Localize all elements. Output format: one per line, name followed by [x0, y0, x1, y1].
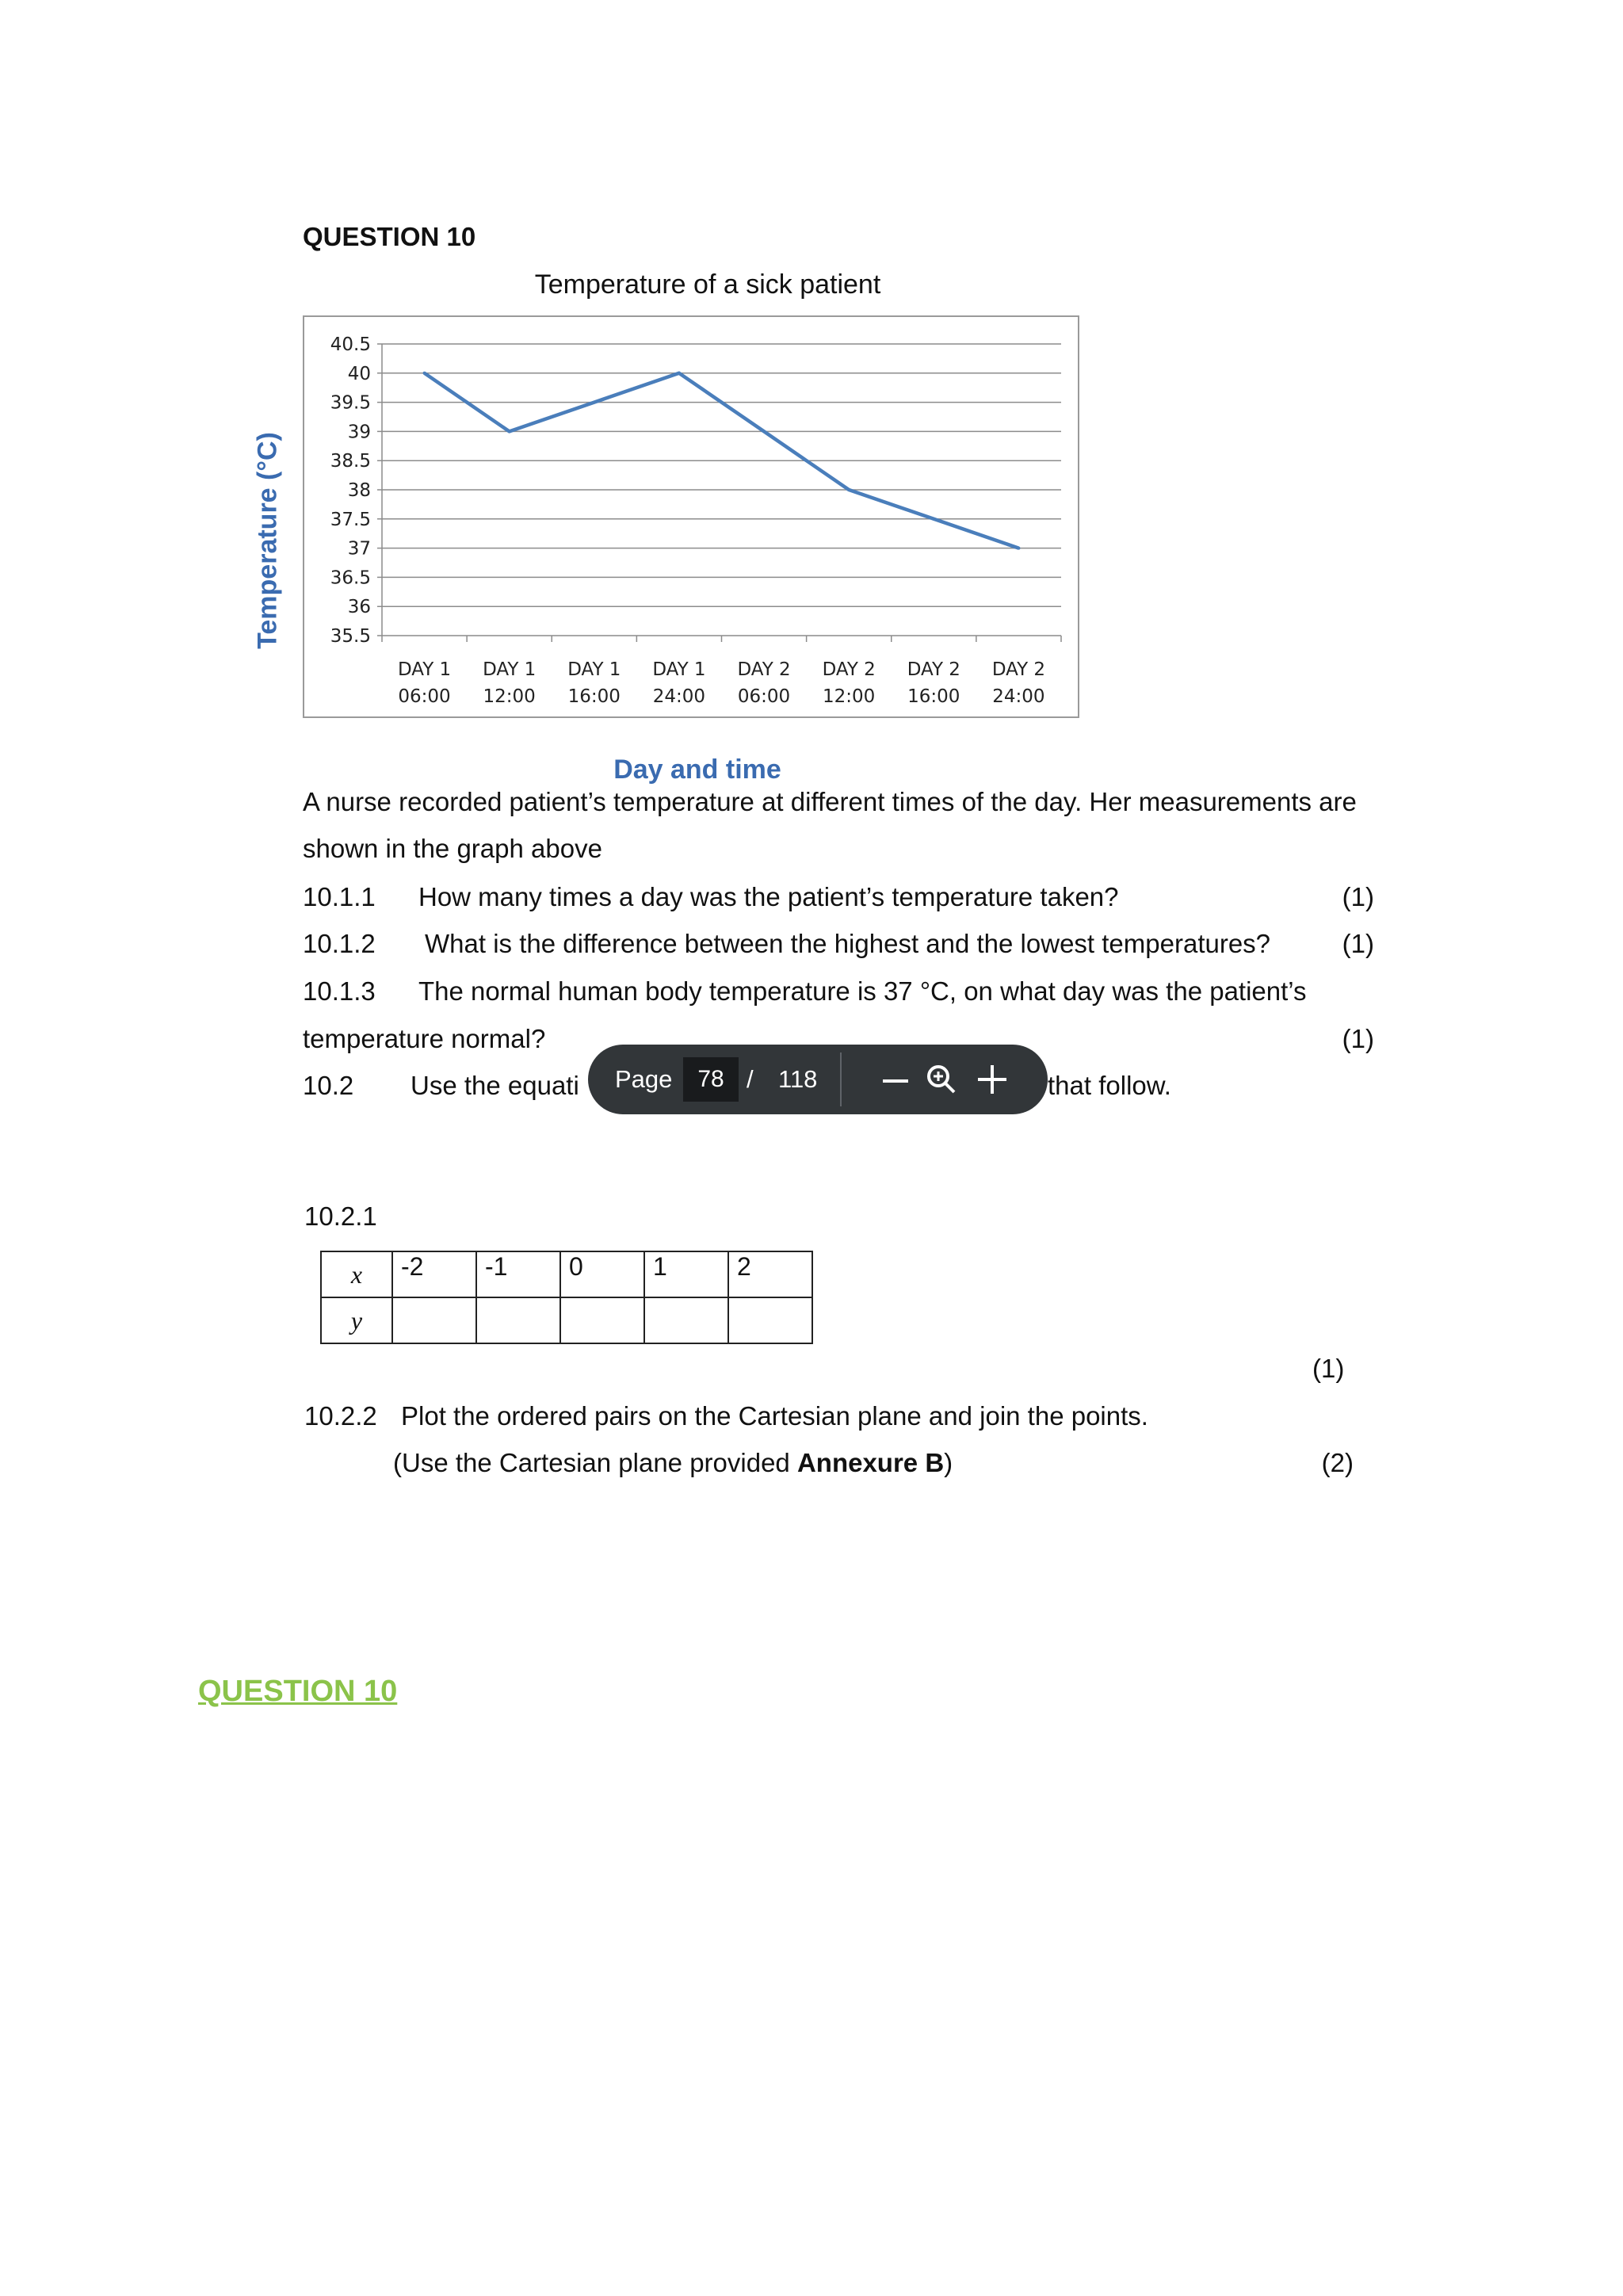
question-number: 10.2 [303, 1071, 354, 1100]
question-mark: (1) [1342, 929, 1374, 958]
question-10-1-1 [303, 873, 1374, 920]
data-point [678, 372, 681, 375]
y-tick-label: 36.5 [330, 567, 371, 589]
y-tick-label: 39 [347, 422, 371, 443]
note-text: (Use the Cartesian plane provided [393, 1448, 797, 1477]
data-point [762, 430, 766, 433]
table-cell: 0 [560, 1251, 644, 1297]
question-number: 10.1.1 [303, 882, 376, 911]
x-tick-label: DAY 2 [737, 659, 791, 680]
x-tick-label: 16:00 [567, 686, 621, 707]
question-10-2-1-mark: (1) [1312, 1354, 1345, 1383]
annexure-note [393, 1439, 953, 1486]
data-point [932, 518, 935, 521]
x-tick-label: DAY 1 [652, 659, 706, 680]
table-cell-empty [644, 1297, 728, 1343]
y-axis-label: Temperature (°C) [252, 432, 283, 649]
chart-frame [303, 315, 1079, 718]
data-point [593, 401, 596, 404]
y-tick-label: 36 [347, 597, 371, 618]
data-point [508, 430, 511, 433]
y-tick-label: 37 [347, 538, 371, 560]
minus-icon[interactable] [883, 1079, 908, 1083]
intro-paragraph: A nurse recorded patient’s temperature at different times of the day. Her measurements are shown in the graph above [303, 787, 1357, 863]
x-tick-label: 06:00 [737, 686, 791, 707]
table-row-y [321, 1297, 812, 1343]
table-cell-empty [476, 1297, 560, 1343]
question-text: temperature normal? [303, 1024, 546, 1053]
question-number: 10.1.2 [303, 929, 376, 958]
note-close: ) [944, 1448, 953, 1477]
x-tick-label: DAY 1 [483, 659, 537, 680]
x-tick-label: DAY 2 [907, 659, 960, 680]
toolbar-divider [840, 1052, 842, 1106]
question-number: 10.1.3 [303, 976, 376, 1006]
y-tick-label: 38.5 [330, 451, 371, 472]
y-tick-label: 39.5 [330, 392, 371, 414]
current-page-input[interactable]: 78 [683, 1057, 739, 1102]
x-tick-label: 06:00 [398, 686, 451, 707]
footer-question-heading: QUESTION 10 [198, 1675, 398, 1708]
question-text: What is the difference between the highest and the lowest temperatures? [425, 929, 1271, 958]
x-tick-label: 24:00 [652, 686, 706, 707]
chart-title: Temperature of a sick patient [534, 269, 881, 300]
x-tick-label: 12:00 [483, 686, 536, 707]
x-tick-label: DAY 2 [822, 659, 876, 680]
question-heading: QUESTION 10 [303, 222, 476, 251]
data-point [847, 488, 850, 491]
table-cell: 2 [728, 1251, 812, 1297]
y-tick-label: 35.5 [330, 626, 371, 647]
zoom-fit-icon[interactable] [924, 1062, 959, 1097]
x-tick-label: 24:00 [992, 686, 1045, 707]
xy-table [320, 1251, 813, 1344]
x-variable-label: x [321, 1251, 392, 1297]
question-mark: (2) [1321, 1448, 1354, 1477]
page-separator: / [747, 1065, 754, 1093]
question-10-1-3 [303, 968, 1374, 1014]
question-10-2-2 [303, 1392, 1354, 1439]
pdf-page-toolbar [588, 1045, 1048, 1114]
x-tick-label: 12:00 [823, 686, 876, 707]
question-10-1-2 [303, 920, 1374, 967]
question-text: The normal human body temperature is 37 °C, on what day was the patient’s [418, 976, 1307, 1006]
question-text: Plot the ordered pairs on the Cartesian plane and join the points. [401, 1401, 1148, 1431]
x-tick-label: DAY 1 [567, 659, 621, 680]
table-cell: -1 [476, 1251, 560, 1297]
y-tick-label: 37.5 [330, 509, 371, 530]
table-cell: 1 [644, 1251, 728, 1297]
question-10-2-1-number: 10.2.1 [304, 1201, 377, 1231]
y-tick-label: 40.5 [330, 334, 371, 355]
table-cell-empty [728, 1297, 812, 1343]
y-tick-label: 38 [347, 480, 371, 501]
temperature-line-chart [304, 317, 1081, 720]
question-10-2-2-note [303, 1439, 1354, 1486]
total-pages: 118 [778, 1065, 818, 1093]
annexure-reference: Annexure B [796, 1448, 945, 1477]
x-tick-label: DAY 1 [397, 659, 452, 680]
x-tick-label: DAY 2 [991, 659, 1046, 680]
x-tick-label: 16:00 [907, 686, 960, 707]
plus-icon[interactable] [975, 1062, 1010, 1097]
table-cell-empty [560, 1297, 644, 1343]
y-tick-label: 40 [347, 363, 371, 384]
data-point [423, 372, 426, 375]
table-row-x [321, 1251, 812, 1297]
question-number: 10.2.2 [304, 1401, 377, 1431]
table-cell: -2 [392, 1251, 476, 1297]
page-label: Page [615, 1065, 673, 1093]
question-mark: (1) [1342, 1024, 1374, 1053]
x-axis-label: Day and time [613, 755, 781, 785]
question-text-start: Use the equati [411, 1071, 579, 1100]
y-variable-label: y [321, 1297, 392, 1343]
question-text: How many times a day was the patient’s temperature taken? [418, 882, 1119, 911]
question-mark: (1) [1342, 882, 1374, 911]
data-point [1017, 547, 1020, 550]
question-text-end: that follow. [1048, 1071, 1171, 1100]
table-cell-empty [392, 1297, 476, 1343]
